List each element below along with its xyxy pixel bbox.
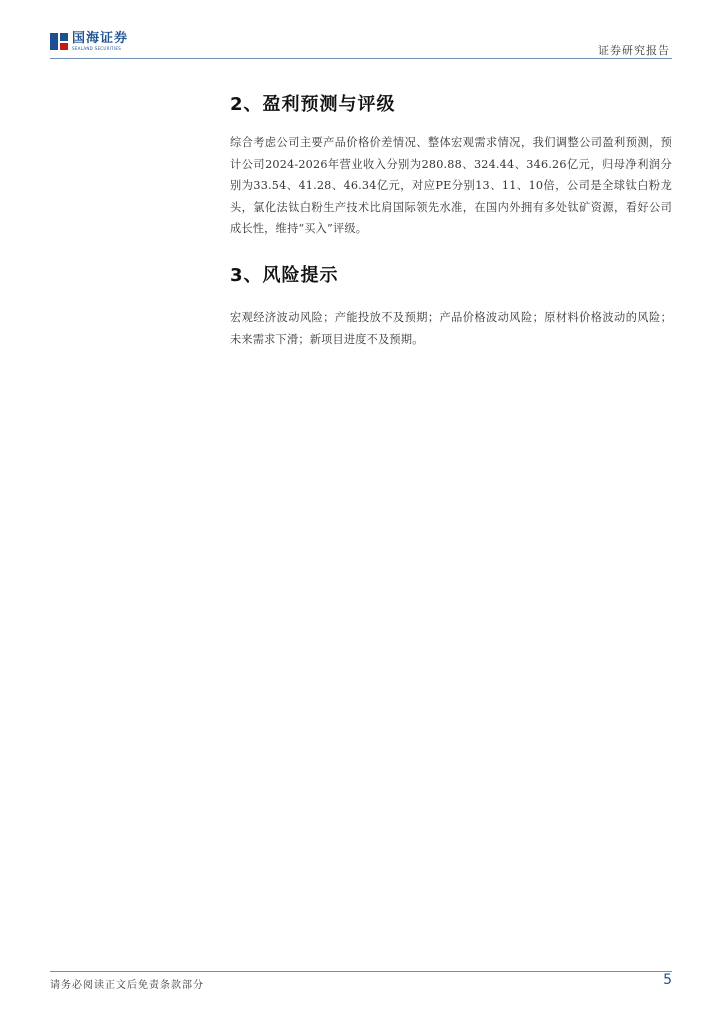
logo-cn-text: 国海证券 bbox=[72, 31, 129, 46]
page-header bbox=[50, 26, 672, 59]
report-type: 证券研究报告 bbox=[598, 44, 670, 57]
logo-mark-icon bbox=[50, 33, 68, 50]
logo-en-text: SEALAND SECURITIES bbox=[72, 46, 122, 51]
section-body-risk: 宏观经济波动风险；产能投放不及预期；产品价格波动风险；原材料价格波动的风险；未来需求下滑；新项目进度不及预期。 bbox=[230, 311, 672, 346]
section-body-forecast: 综合考虑公司主要产品价格价差情况、整体宏观需求情况，我们调整公司盈利预测，预计公司2024-2026年营业收入分别为280.88、324.44、346.26亿元，归母净利润分别为33.54、41.28、46.34亿元，对应PE分别13、11、10倍，公司是全球钛白粉龙头，氯化法钛白粉生产技术比肩国际领先水准，在国内外拥有多处钛矿资源，看好公司成长性，维持“买入”评级。 bbox=[230, 136, 672, 235]
page-number: 5 bbox=[663, 972, 672, 988]
footer-divider bbox=[50, 971, 672, 972]
disclaimer-note: 请务必阅读正文后免责条款部分 bbox=[50, 980, 204, 991]
section-title-risk: 3、风险提示 bbox=[230, 265, 339, 286]
company-logo bbox=[50, 32, 128, 51]
section-title-forecast: 2、盈利预测与评级 bbox=[230, 94, 396, 115]
